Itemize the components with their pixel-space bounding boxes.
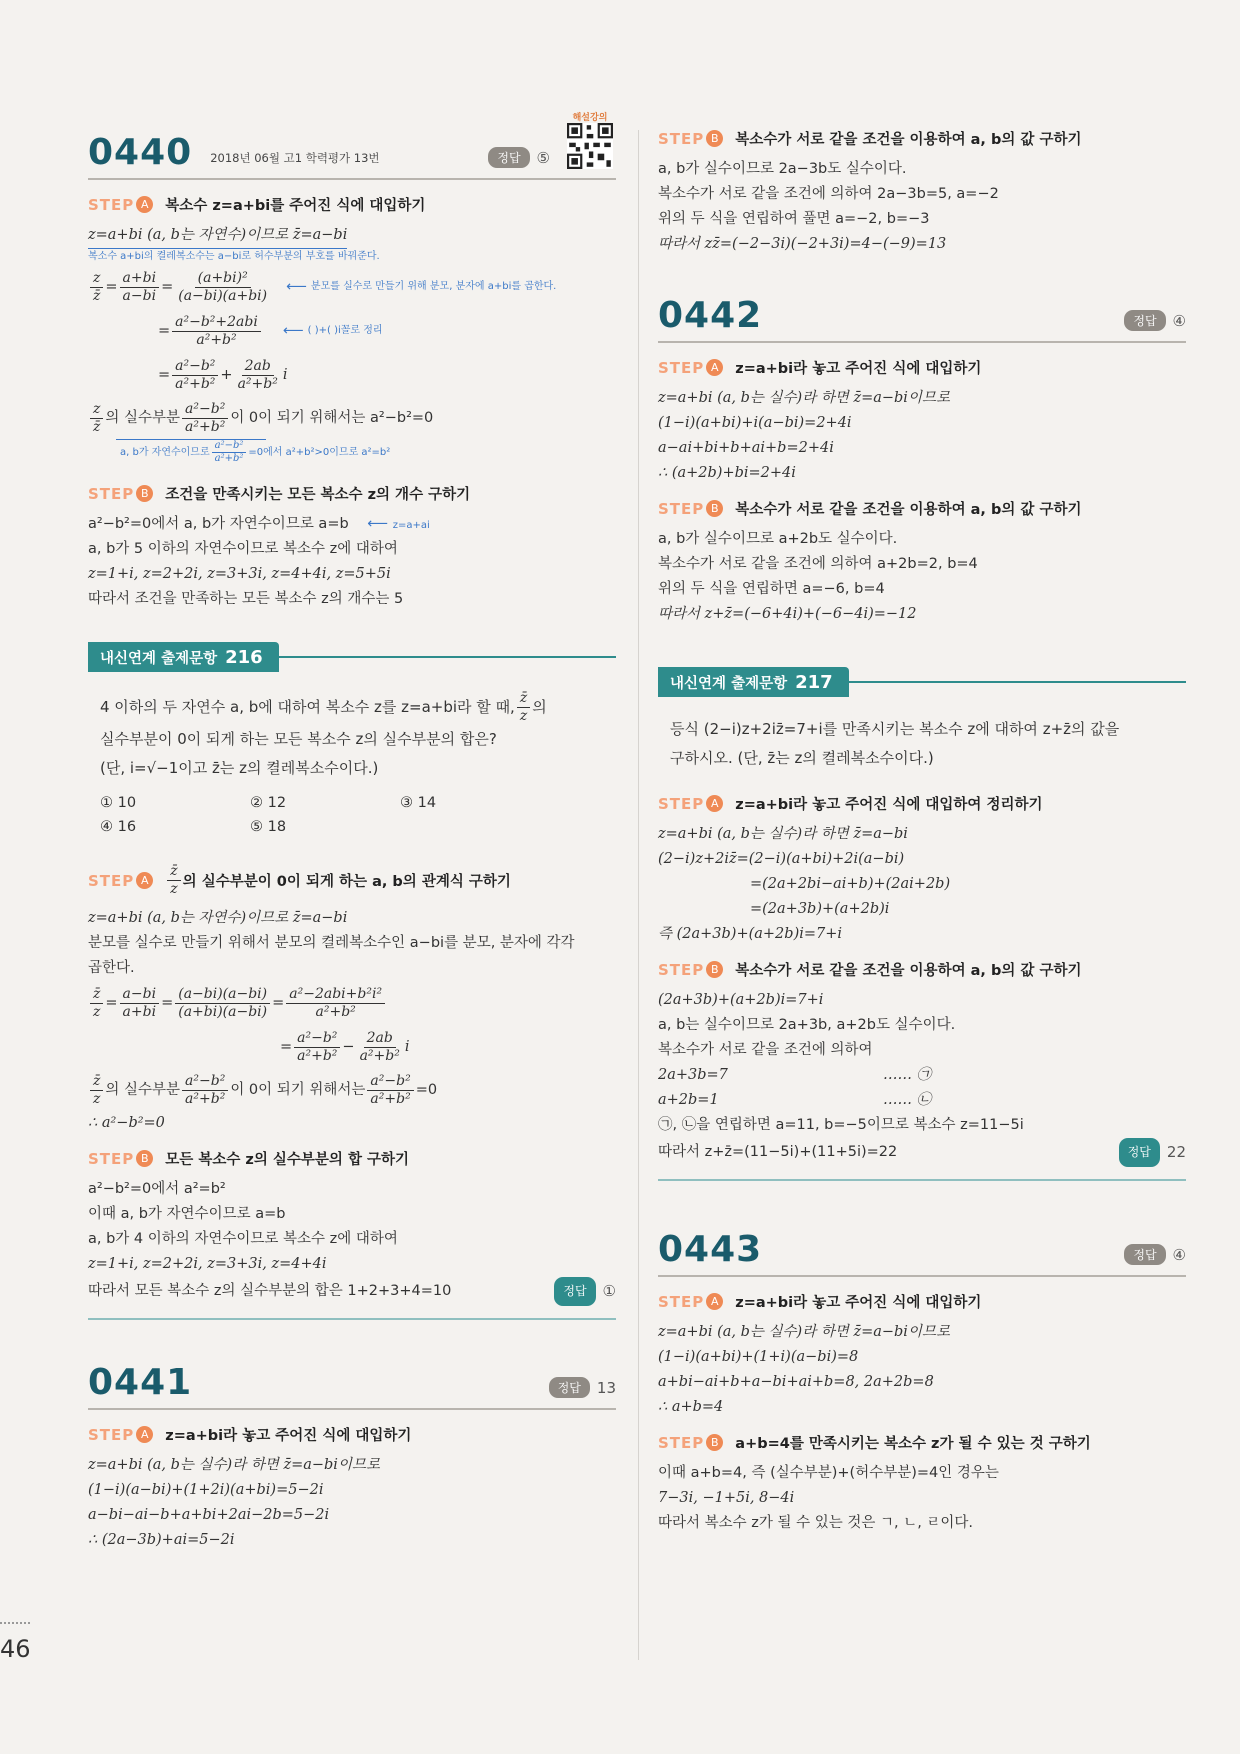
page-number: 46	[0, 1635, 31, 1663]
solution-line	[658, 1063, 1186, 1088]
edge-dots	[0, 1622, 30, 1624]
banner-number: 216	[225, 646, 263, 668]
solution-line: z=a+bi (a, b는 실수)라 하면 z̄=a−bi이므로	[658, 1324, 950, 1340]
problem-0440-header	[88, 110, 616, 180]
fraction-denominator: (a−bi)(a+bi)	[178, 287, 268, 304]
solution-line: 따라서 z+z̄=(−6+4i)+(−6−4i)=−12	[658, 606, 917, 622]
arrow-icon: ⟵	[367, 516, 389, 532]
condition-line	[88, 1069, 616, 1111]
solution-line: a+bi−ai+b+a−bi+ai+b=8, 2a+2b=8	[658, 1374, 934, 1390]
fraction-numerator: z̄	[167, 863, 180, 881]
solution-line	[88, 1277, 616, 1306]
answer-value: ①	[602, 1282, 616, 1300]
fraction	[90, 270, 103, 305]
answer-label: 정답	[554, 1277, 595, 1306]
condition-line	[88, 397, 616, 439]
solution-line: z=1+i, z=2+2i, z=3+3i, z=4+4i	[88, 1256, 327, 1272]
equals-sign: =	[280, 1038, 293, 1055]
solution-line: 7−3i, −1+5i, 8−4i	[658, 1490, 795, 1506]
problem-0441-header	[88, 1364, 616, 1410]
fraction-denominator: a²+b²	[359, 1047, 400, 1064]
step-letter: B	[136, 1150, 153, 1167]
step-b	[658, 128, 1186, 149]
solution-line: z=a+bi (a, b는 실수)라 하면 z̄=a−bi	[658, 826, 908, 842]
step-title: z=a+bi라 놓고 주어진 식에 대입하기	[735, 1295, 982, 1311]
solution-line: z=a+bi (a, b는 자연수)이므로 z̄=a−bi	[88, 223, 347, 249]
solution-line: 이때 a, b가 자연수이므로 a=b	[88, 1206, 286, 1222]
solution-line	[88, 512, 616, 537]
text: 의 실수부분	[105, 409, 181, 426]
equals-sign: =	[105, 994, 118, 1011]
fraction-numerator: a²−b²	[182, 1073, 228, 1091]
solution-line: 이때 a+b=4, 즉 (실수부분)+(허수부분)=4인 경우는	[658, 1465, 999, 1481]
note-text: =0에서 a²+b²>0이므로 a²=b²	[248, 446, 391, 458]
solution-line: =(2a+3b)+(a+2b)i	[750, 901, 890, 917]
text: 따라서 z+z̄=(11−5i)+(11+5i)=22	[658, 1144, 898, 1160]
problem-source: 2018년 06월 고1 학력평가 13번	[210, 151, 380, 165]
solution-line: (1−i)(a+bi)+(1+i)(a−bi)=8	[658, 1349, 859, 1365]
step-a	[88, 1424, 616, 1445]
banner-tab	[88, 642, 279, 672]
step-a	[88, 863, 616, 898]
step-b	[658, 498, 1186, 519]
solution-line: 따라서 조건을 만족하는 모든 복소수 z의 개수는 5	[88, 591, 404, 607]
equation: a+2b=1	[658, 1092, 719, 1108]
solution-line: 따라서 zz̄=(−2−3i)(−2+3i)=4−(−9)=13	[658, 236, 947, 252]
qr-code[interactable]	[564, 110, 616, 172]
solution-line: 즉 (2a+3b)+(a+2b)i=7+i	[658, 926, 843, 942]
fraction	[175, 270, 270, 305]
equals-sign: =	[105, 278, 118, 295]
step-title: 조건을 만족시키는 모든 복소수 z의 개수 구하기	[165, 487, 471, 503]
fraction-numerator: a−bi	[120, 986, 160, 1004]
step-tag: STEP	[658, 794, 705, 813]
fraction-numerator: (a−bi)(a−bi)	[175, 986, 270, 1004]
choice[interactable]: ② 12	[250, 795, 287, 811]
step-letter: A	[136, 1426, 153, 1443]
step-title: 복소수가 서로 같을 조건을 이용하여 a, b의 값 구하기	[735, 132, 1082, 148]
solution-line: 복소수가 서로 같을 조건에 의하여 a+2b=2, b=4	[658, 556, 978, 572]
banner-tab	[658, 667, 849, 697]
step-letter: B	[706, 961, 723, 978]
note: 분모를 실수로 만들기 위해 분모, 분자에 a+bi를 곱한다.	[310, 281, 557, 292]
end-rule	[658, 1179, 1186, 1181]
equals-sign: =	[161, 278, 174, 295]
step-b	[88, 1148, 616, 1169]
step-tag: STEP	[88, 1425, 135, 1444]
fraction	[182, 401, 228, 436]
fraction-denominator: z	[170, 881, 178, 897]
equation: 2a+3b=7	[658, 1067, 728, 1083]
fraction-numerator: a²−b²	[367, 1073, 413, 1091]
fraction-denominator: a²+b²	[214, 453, 244, 464]
choice[interactable]: ① 10	[100, 795, 137, 811]
fraction-numerator: z	[90, 270, 103, 288]
step-tag: STEP	[88, 1149, 135, 1168]
problem-number: 0440	[88, 132, 193, 173]
solution-line: a, b가 실수이므로 2a−3b도 실수이다.	[658, 161, 907, 177]
solution-line: (1−i)(a−bi)+(1+2i)(a+bi)=5−2i	[88, 1482, 324, 1498]
choice[interactable]: ④ 16	[100, 819, 137, 835]
solution-line: a, b가 5 이하의 자연수이므로 복소수 z에 대하여	[88, 541, 398, 557]
answer-label: 정답	[1119, 1138, 1160, 1167]
choice[interactable]: ③ 14	[400, 795, 437, 811]
solution-line: a, b는 실수이므로 2a+3b, a+2b도 실수이다.	[658, 1017, 956, 1033]
fraction	[172, 314, 261, 349]
text: 의 실수부분	[105, 1081, 181, 1098]
fraction	[167, 863, 180, 898]
problem-0443-header	[658, 1231, 1186, 1277]
answer	[488, 147, 550, 168]
choice[interactable]: ⑤ 18	[250, 819, 287, 835]
fraction-line	[88, 309, 616, 353]
step-tag: STEP	[88, 195, 135, 214]
step-a	[658, 1291, 1186, 1312]
step-tag: STEP	[658, 1433, 705, 1452]
solution-line: 위의 두 식을 연립하면 a=−6, b=4	[658, 581, 885, 597]
fraction	[172, 358, 218, 393]
step-letter: A	[706, 359, 723, 376]
answer	[1124, 1244, 1186, 1265]
banner-217	[658, 667, 1186, 697]
fraction-denominator: z	[93, 1003, 101, 1020]
solution-line: 따라서 복소수 z가 될 수 있는 것은 ㄱ, ㄴ, ㄹ이다.	[658, 1515, 974, 1531]
text: =0	[415, 1081, 438, 1098]
choices	[88, 791, 616, 839]
fraction-denominator: z	[93, 1090, 101, 1107]
step-title: z=a+bi라 놓고 주어진 식에 대입하기	[735, 361, 982, 377]
fraction-numerator: a²−b²	[294, 1030, 340, 1048]
fraction	[182, 1073, 228, 1108]
fraction-denominator: a²+b²	[196, 331, 237, 348]
step-b	[658, 1432, 1186, 1453]
solution-line: (2a+3b)+(a+2b)i=7+i	[658, 992, 824, 1008]
minus-sign: −	[342, 1038, 355, 1055]
text: 이 0이 되기 위해서는 a²−b²=0	[230, 409, 434, 426]
equation-tag: …… ㉠	[883, 1067, 932, 1083]
step-tag: STEP	[658, 1292, 705, 1311]
text: 4 이하의 두 자연수 a, b에 대하여 복소수 z를 z=a+bi라 할 때,	[100, 698, 515, 716]
fraction-numerator: a+bi	[120, 270, 160, 288]
solution-line: =(2a+2bi−ai+b)+(2ai+2b)	[750, 876, 951, 892]
solution-line	[658, 1088, 1186, 1113]
fraction-line	[88, 981, 616, 1025]
end-rule	[88, 1318, 616, 1320]
answer-label: 정답	[1124, 1244, 1165, 1265]
fraction	[367, 1073, 413, 1108]
step-title: 복소수가 서로 같을 조건을 이용하여 a, b의 값 구하기	[735, 502, 1082, 518]
step-title: z=a+bi라 놓고 주어진 식에 대입하기	[165, 1428, 412, 1444]
right-column	[658, 128, 1186, 1536]
fraction-denominator: a+bi	[122, 1003, 157, 1020]
step-b	[658, 959, 1186, 980]
equals-sign: =	[161, 994, 174, 1011]
step-title: 복소수가 서로 같을 조건을 이용하여 a, b의 값 구하기	[735, 963, 1082, 979]
fraction-numerator: 2ab	[364, 1030, 396, 1048]
fraction-numerator: a²−b²	[182, 401, 228, 419]
fraction-numerator: a²−b²+2abi	[172, 314, 261, 332]
equation-tag: …… ㉡	[883, 1092, 932, 1108]
fraction	[235, 358, 281, 393]
answer-value: ⑤	[536, 148, 550, 167]
banner-label: 내신연계 출제문항	[100, 650, 218, 667]
fraction	[90, 401, 103, 436]
answer	[1124, 310, 1186, 331]
solution-line: z=a+bi (a, b는 자연수)이므로 z̄=a−bi	[88, 910, 348, 926]
answer-value: 22	[1166, 1143, 1186, 1161]
solution-line: ∴ (2a−3b)+ai=5−2i	[88, 1532, 235, 1548]
fraction-denominator: a²+b²	[185, 418, 226, 435]
fraction	[120, 270, 160, 305]
fraction-line	[88, 353, 616, 397]
fraction	[90, 1073, 103, 1108]
banner-label: 내신연계 출제문항	[670, 675, 788, 692]
answer-value: 13	[596, 1378, 616, 1397]
step-a	[88, 194, 616, 215]
step-tag: STEP	[88, 484, 135, 503]
answer-value: ④	[1172, 311, 1186, 330]
fraction-numerator: a²−b²	[212, 440, 247, 453]
fraction-numerator: a²−2abi+b²i²	[286, 986, 385, 1004]
note: z=a+ai	[392, 520, 430, 531]
fraction-numerator: z̄	[90, 1073, 103, 1091]
fraction-denominator: z̄	[93, 287, 101, 304]
plus-sign: +	[220, 366, 233, 383]
solution-line: ∴ a+b=4	[658, 1399, 724, 1415]
solution-line: z=1+i, z=2+2i, z=3+3i, z=4+4i, z=5+5i	[88, 566, 391, 582]
solution-line: 분모를 실수로 만들기 위해서 분모의 켤레복소수인 a−bi를 분모, 분자에 각각	[88, 935, 575, 951]
step-tag: STEP	[658, 358, 705, 377]
step-letter: B	[706, 1434, 723, 1451]
solution-line: a−bi−ai−b+a+bi+2ai−2b=5−2i	[88, 1507, 330, 1523]
solution-line: (2−i)z+2iz̄=(2−i)(a+bi)+2i(a−bi)	[658, 851, 905, 867]
text: a²−b²=0에서 a, b가 자연수이므로 a=b	[88, 516, 349, 532]
note: 복소수 a+bi의 켤레복소수는 a−bi로 허수부분의 부호를 바꿔준다.	[88, 251, 380, 262]
imaginary-unit: i	[404, 1038, 410, 1055]
solution-line: a, b가 4 이하의 자연수이므로 복소수 z에 대하여	[88, 1231, 398, 1247]
step-title: 복소수 z=a+bi를 주어진 식에 대입하기	[165, 198, 426, 214]
solution-line: z=a+bi (a, b는 실수)라 하면 z̄=a−bi이므로	[88, 1457, 380, 1473]
solution-line: 복소수가 서로 같을 조건에 의하여 2a−3b=5, a=−2	[658, 186, 999, 202]
fraction-line	[88, 265, 616, 309]
solution-line: a, b가 실수이므로 a+2b도 실수이다.	[658, 531, 898, 547]
fraction-denominator: a−bi	[122, 287, 157, 304]
solution-line: (1−i)(a+bi)+i(a−bi)=2+4i	[658, 415, 852, 431]
fraction-denominator: a²+b²	[315, 1003, 356, 1020]
fraction-denominator: z̄	[93, 418, 101, 435]
step-tag: STEP	[658, 499, 705, 518]
step-a	[658, 793, 1186, 814]
fraction-numerator: z	[90, 401, 103, 419]
step-title: 모든 복소수 z의 실수부분의 합 구하기	[165, 1152, 410, 1168]
problem-number: 0442	[658, 295, 763, 336]
step-letter: B	[706, 130, 723, 147]
left-column	[88, 110, 616, 1553]
equals-sign: =	[272, 994, 285, 1011]
question-text: 구하시오. (단, z̄는 z의 켤레복소수이다.)	[670, 749, 934, 767]
question-text: (단, i=√−1이고 z̄는 z의 켤레복소수이다.)	[100, 759, 379, 777]
fraction	[294, 1030, 340, 1065]
qr-icon	[567, 123, 613, 169]
step-letter: A	[136, 872, 153, 889]
answer-label: 정답	[488, 147, 529, 168]
step-a	[658, 357, 1186, 378]
step-letter: A	[136, 196, 153, 213]
fraction	[120, 986, 160, 1021]
fraction	[175, 986, 270, 1021]
step-letter: A	[706, 795, 723, 812]
banner-216	[88, 642, 616, 672]
imaginary-unit: i	[282, 366, 288, 383]
note: ( )+( )i꼴로 정리	[307, 325, 383, 336]
step-letter: A	[706, 1293, 723, 1310]
fraction-denominator: (a+bi)(a−bi)	[178, 1003, 268, 1020]
solution-line: 복소수가 서로 같을 조건에 의하여	[658, 1042, 873, 1058]
fraction-numerator: (a+bi)²	[195, 270, 251, 288]
answer-label: 정답	[549, 1377, 590, 1398]
fraction-denominator: a²+b²	[237, 375, 278, 392]
step-letter: B	[706, 500, 723, 517]
step-title: a+b=4를 만족시키는 복소수 z가 될 수 있는 것 구하기	[735, 1436, 1091, 1452]
text: 이 0이 되기 위해서는	[230, 1081, 366, 1098]
column-divider	[638, 130, 639, 1660]
text: 의	[532, 698, 547, 716]
fraction-denominator: z	[519, 708, 528, 724]
arrow-icon: ⟵	[282, 322, 304, 339]
fraction-line	[88, 1025, 616, 1069]
note-text: a, b가 자연수이므로	[120, 446, 210, 458]
solution-line: z=a+bi (a, b는 실수)라 하면 z̄=a−bi이므로	[658, 390, 950, 406]
text: 따라서 모든 복소수 z의 실수부분의 합은 1+2+3+4=10	[88, 1283, 452, 1299]
arrow-icon: ⟵	[286, 278, 307, 295]
fraction-denominator: a²+b²	[297, 1047, 338, 1064]
solution-line: a²−b²=0에서 a²=b²	[88, 1181, 226, 1197]
fraction-numerator: z̄	[90, 986, 103, 1004]
step-tag: STEP	[658, 960, 705, 979]
fraction	[90, 986, 103, 1021]
question-text: 실수부분이 0이 되게 하는 모든 복소수 z의 실수부분의 합은?	[100, 730, 497, 748]
fraction-denominator: a²+b²	[185, 1090, 226, 1107]
solution-line: ∴ a²−b²=0	[88, 1115, 165, 1131]
problem-0442-header	[658, 297, 1186, 343]
step-title: 의 실수부분이 0이 되게 하는 a, b의 관계식 구하기	[182, 874, 511, 890]
fraction	[517, 690, 530, 725]
problem-number: 0443	[658, 1229, 763, 1270]
equals-sign: =	[158, 366, 171, 383]
fraction-denominator: a²+b²	[175, 375, 216, 392]
problem-number: 0441	[88, 1362, 193, 1403]
answer-value: ④	[1172, 1245, 1186, 1264]
equals-sign: =	[158, 322, 171, 339]
fraction-numerator: 2ab	[242, 358, 274, 376]
step-tag: STEP	[88, 871, 135, 890]
solution-line: 곱한다.	[88, 960, 135, 976]
fraction-numerator: z̄	[517, 690, 530, 708]
fraction-denominator: a²+b²	[370, 1090, 411, 1107]
solution-line: 위의 두 식을 연립하여 풀면 a=−2, b=−3	[658, 211, 930, 227]
solution-line	[658, 1138, 1186, 1167]
step-tag: STEP	[658, 129, 705, 148]
fraction	[212, 440, 247, 465]
answer	[549, 1377, 616, 1398]
solution-line: ∴ (a+2b)+bi=2+4i	[658, 465, 796, 481]
solution-line: ㉠, ㉡을 연립하면 a=11, b=−5이므로 복소수 z=11−5i	[658, 1117, 1024, 1133]
solution-line: a−ai+bi+b+ai+b=2+4i	[658, 440, 834, 456]
fraction-numerator: a²−b²	[172, 358, 218, 376]
fraction	[357, 1030, 403, 1065]
fraction	[286, 986, 385, 1021]
question-text	[88, 690, 616, 725]
step-b	[88, 483, 616, 504]
answer-label: 정답	[1124, 310, 1165, 331]
banner-number: 217	[795, 671, 833, 693]
qr-label: 해설강의	[572, 113, 608, 123]
step-title: z=a+bi라 놓고 주어진 식에 대입하여 정리하기	[735, 797, 1043, 813]
step-letter: B	[136, 485, 153, 502]
question-text: 등식 (2−i)z+2iz̄=7+i를 만족시키는 복소수 z에 대하여 z+z̄의 값을	[670, 720, 1120, 738]
note	[102, 440, 616, 465]
